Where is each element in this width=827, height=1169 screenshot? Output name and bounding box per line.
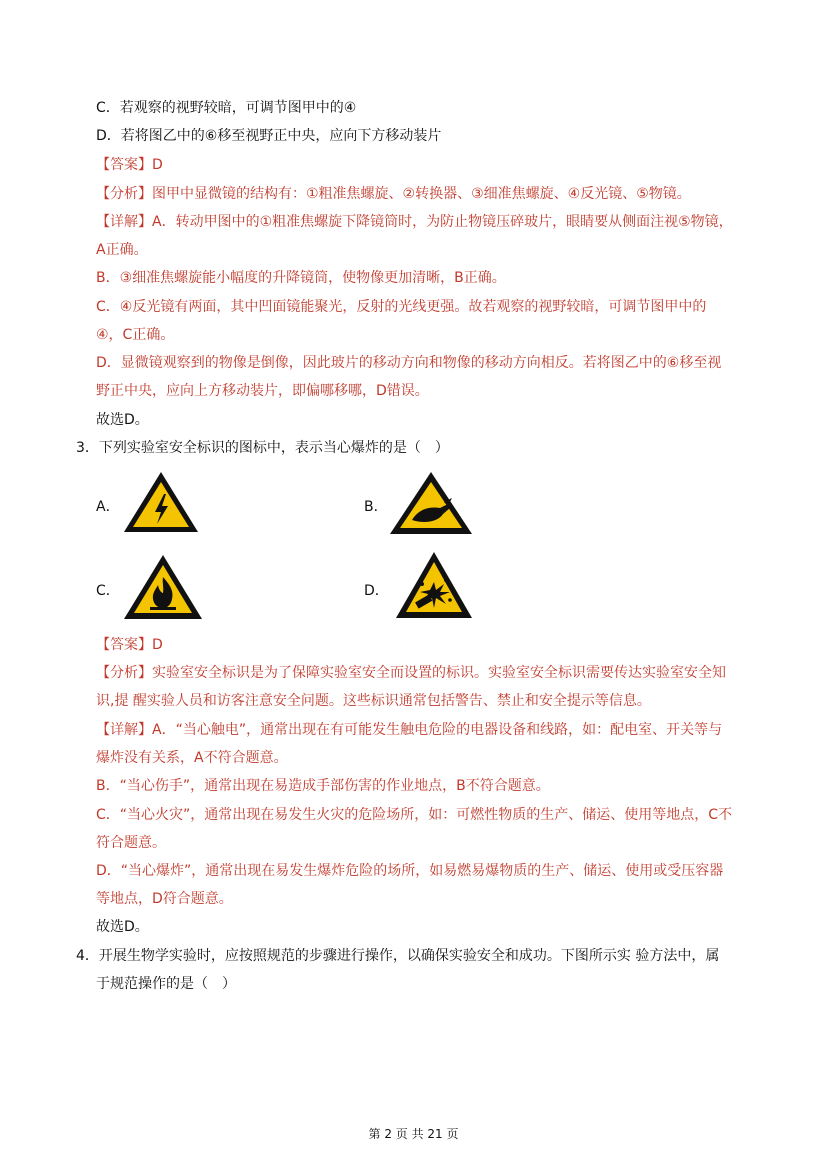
option-c: C．若观察的视野较暗，可调节图甲中的④	[96, 100, 357, 116]
hand-injury-warning-icon	[388, 470, 474, 536]
electric-shock-warning-icon	[122, 470, 200, 534]
detail-line: 【详解】A．“当心触电”，通常出现在有可能发生触电危险的电器设备和线路，如：配电室、开关等与	[96, 722, 723, 738]
question-stem: 4．开展生物学实验时，应按照规范的步骤进行操作，以确保实验安全和成功。下图所示实 验方法中，属	[76, 948, 720, 964]
detail-line: ④，C正确。	[96, 327, 175, 343]
detail-line: 野正中央，应向上方移动装片，即偏哪移哪，D错误。	[96, 383, 429, 399]
detail-line: D．显微镜观察到的物像是倒像，因此玻片的移动方向和物像的移动方向相反。若将图乙中的⑥移至视	[96, 355, 722, 371]
analysis: 【分析】实验室安全标识是为了保障实验室安全而设置的标识。实验室安全标识需要传达实验室安全知	[96, 665, 726, 681]
detail-line: B．“当心伤手”，通常出现在易造成手部伤害的作业地点，B不符合题意。	[96, 778, 550, 794]
detail-line: B．③细准焦螺旋能小幅度的升降镜筒，使物像更加清晰，B正确。	[96, 270, 506, 286]
conclusion: 故选D。	[96, 412, 149, 428]
explosion-warning-icon	[394, 550, 474, 620]
option-d: D．若将图乙中的⑥移至视野正中央，应向下方移动装片	[96, 128, 442, 144]
option-label-c: C．	[96, 583, 120, 599]
option-label-a: A．	[96, 499, 120, 515]
detail-line: 爆炸没有关系，A不符合题意。	[96, 750, 288, 766]
conclusion: 故选D。	[96, 919, 149, 935]
detail-line: A正确。	[96, 242, 148, 258]
option-label-b: B．	[364, 499, 388, 515]
detail-line: D．“当心爆炸”，通常出现在易发生爆炸危险的场所，如易燃易爆物质的生产、储运、使用或受压容器	[96, 863, 724, 879]
question-stem: 于规范操作的是（ ）	[96, 976, 236, 992]
detail-line: C．“当心火灾”，通常出现在易发生火灾的危险场所，如：可燃性物质的生产、储运、使用等地点，C不	[96, 807, 733, 823]
page-footer: 第 2 页 共 21 页	[368, 1127, 459, 1141]
analysis: 识,提 醒实验人员和访客注意安全问题。这些标识通常包括警告、禁止和安全提示等信息。	[96, 693, 651, 709]
analysis: 【分析】图甲中显微镜的结构有：①粗准焦螺旋、②转换器、③细准焦螺旋、④反光镜、⑤物镜。	[96, 186, 691, 202]
detail-line: 等地点，D符合题意。	[96, 891, 233, 907]
answer: 【答案】D	[96, 637, 163, 653]
question-stem: 3．下列实验室安全标识的图标中，表示当心爆炸的是（ ）	[76, 440, 449, 456]
option-label-d: D．	[364, 583, 389, 599]
fire-warning-icon	[122, 553, 204, 621]
detail-line: 【详解】A．转动甲图中的①粗准焦螺旋下降镜筒时，为防止物镜压碎玻片，眼睛要从侧面注视⑤物镜，	[96, 214, 733, 230]
answer: 【答案】D	[96, 157, 163, 173]
detail-line: C．④反光镜有两面，其中凹面镜能聚光，反射的光线更强。故若观察的视野较暗，可调节图甲中的	[96, 299, 707, 315]
detail-line: 符合题意。	[96, 835, 166, 851]
